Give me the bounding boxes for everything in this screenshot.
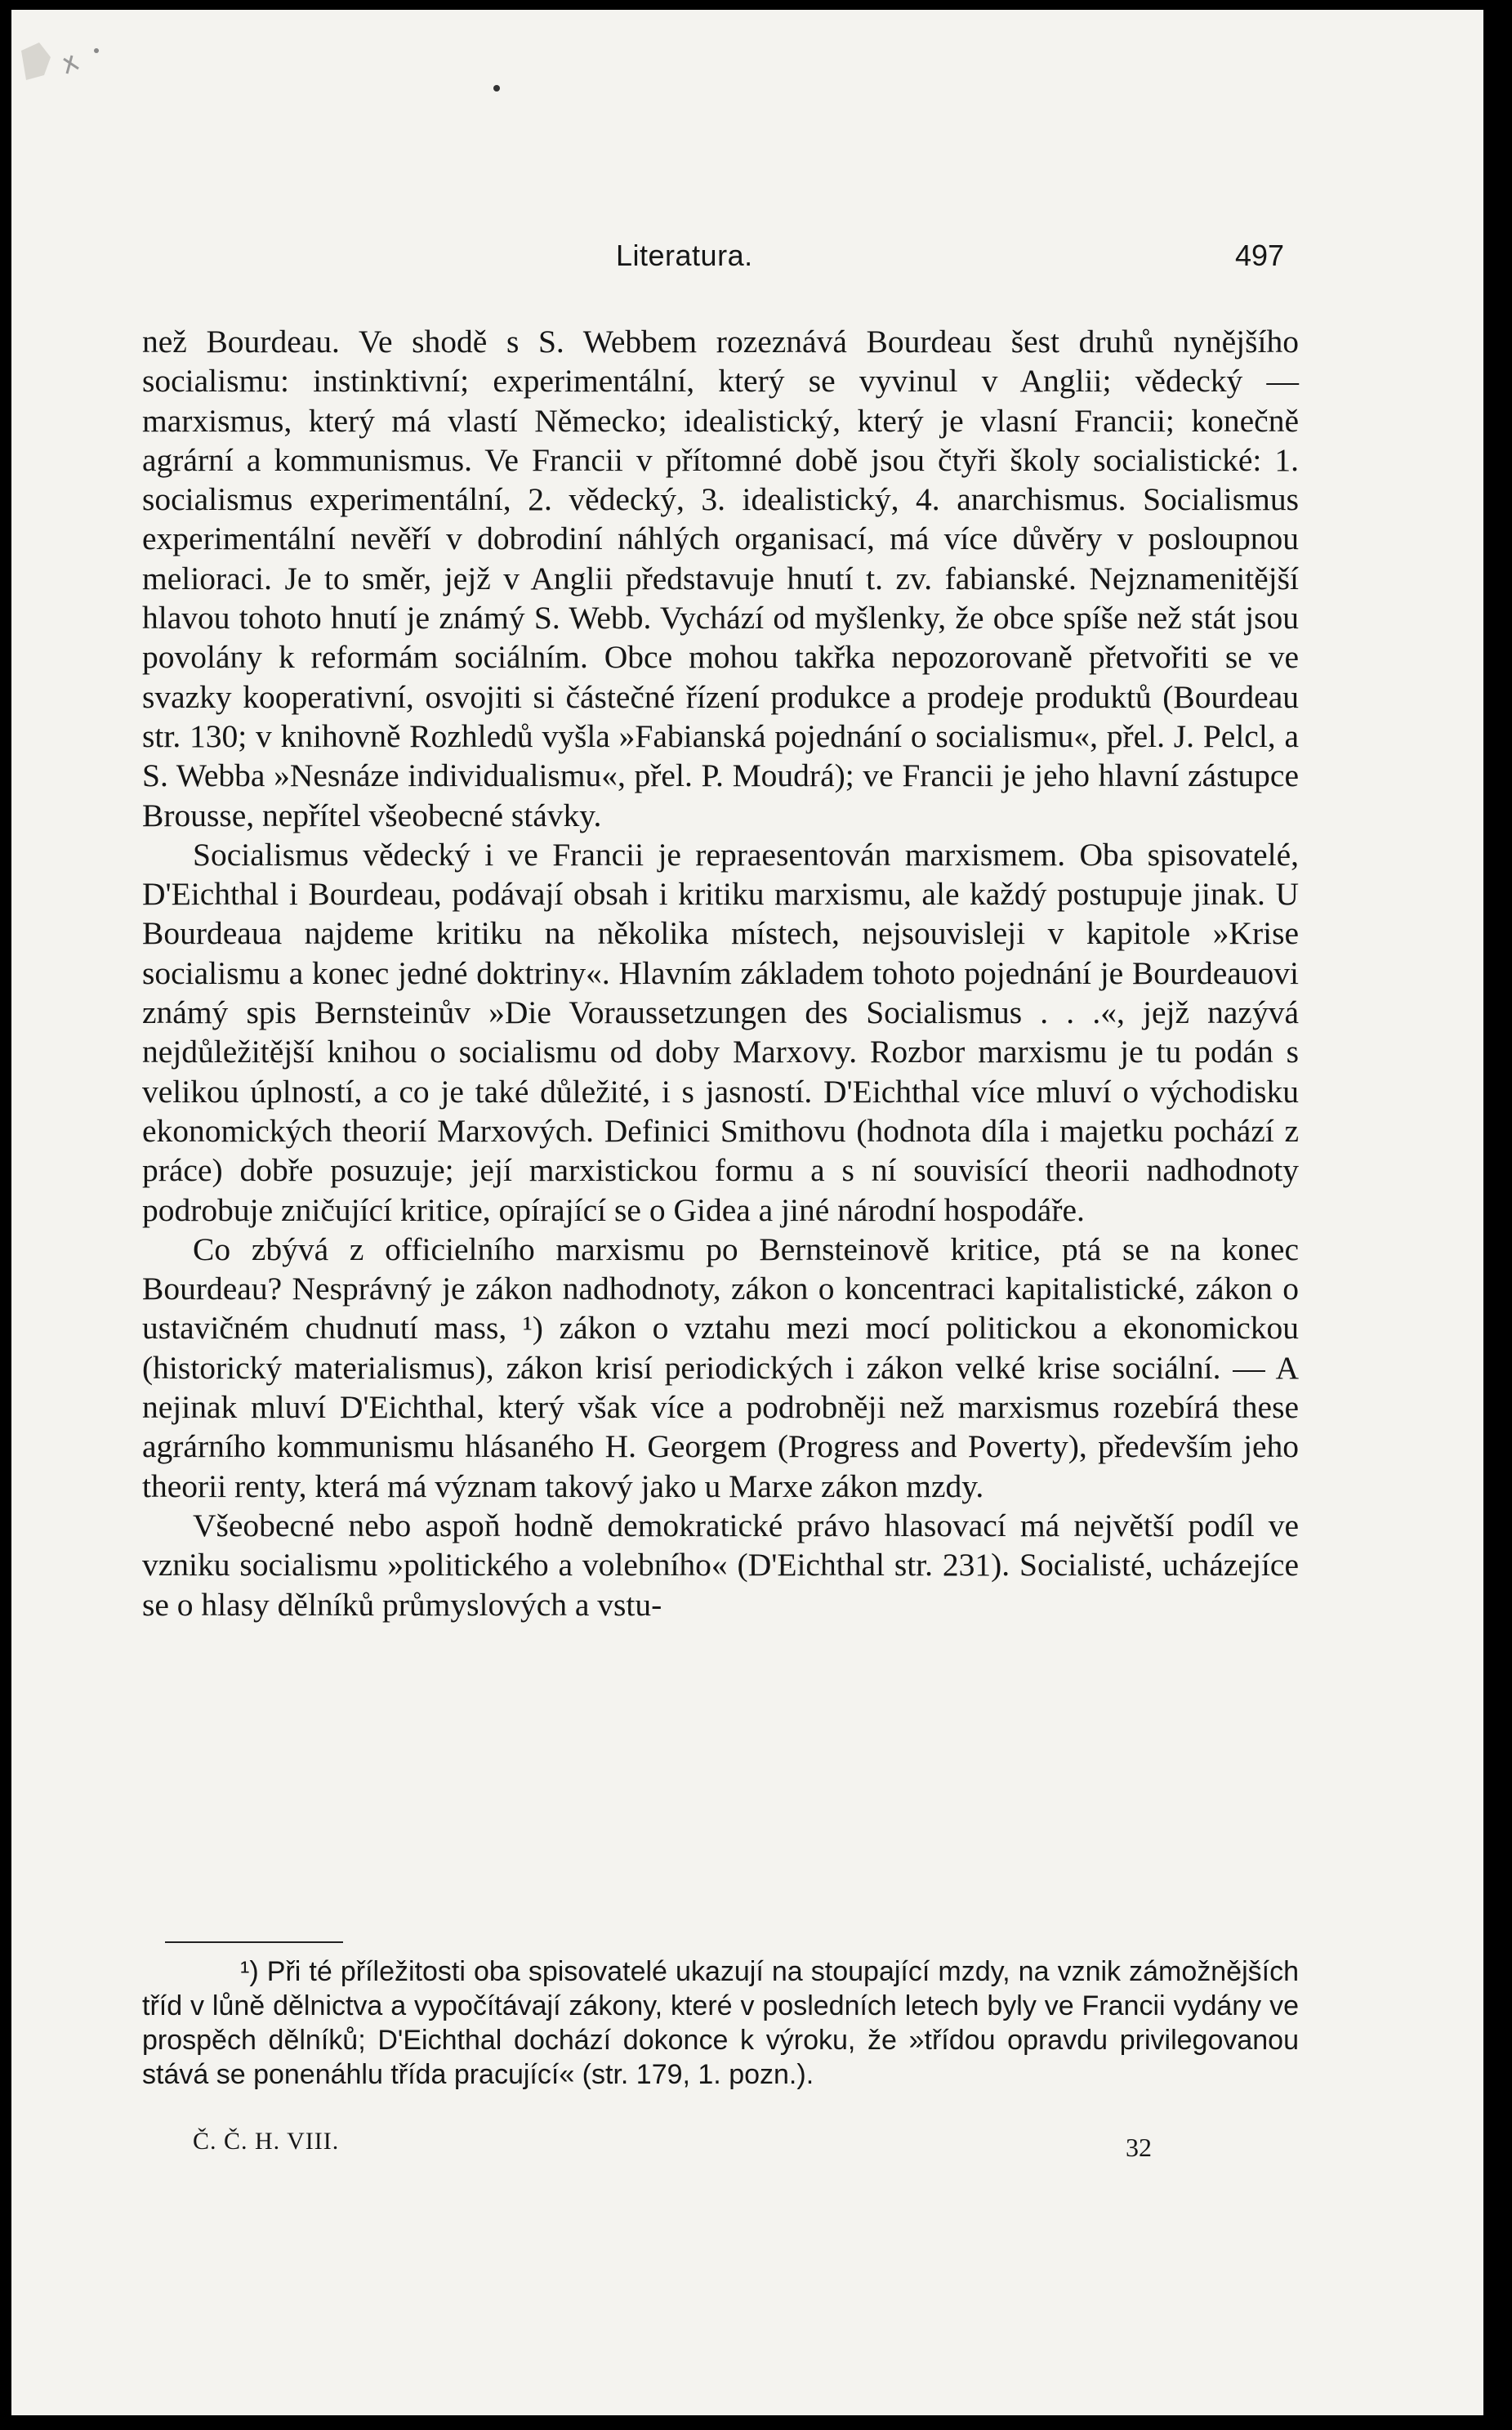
book-page <box>11 10 1483 2415</box>
footnote-text: Při té příležitosti oba spisovatelé ukazují na stoupající mzdy, na vznik zámožnějších tříd v lůně dělnictva a vypočítávají zákony, které v posledních letech byly ve Francii vydány ve prospěch dělníků; D'Eichthal dochází dokonce k výroku, že »třídou opravdu privilegovanou stává se ponenáhlu třída pracující« (str. 179, 1. pozn.). <box>142 1956 1300 2090</box>
paragraph-3: Co zbývá z officielního marxismu po Bernsteinově kritice, ptá se na konec Bourdeau? Nesprávný je zákon nadhodnoty, zákon o koncentraci kapitalistické, zákon o ustavičném chudnutí mass, ¹) zákon o vztahu mezi mocí politickou a ekonomickou (historický materialismus), zákon krisí periodických i zákon velké krise sociální. — A nejinak mluví D'Eichthal, který však více a podrobněji než marxismus rozebírá these agrárního kommunismu hlásaného H. Georgem (Progress and Poverty), především jeho theorii renty, která má význam takový jako u Marxe zákon mzdy. <box>142 1231 1299 1504</box>
footnote-mark: ¹) <box>240 1956 259 1987</box>
sheet-number: 32 <box>1126 2133 1152 2162</box>
running-head <box>11 239 1483 288</box>
footnote-rule <box>165 1941 343 1943</box>
body-text <box>142 322 1299 1624</box>
footnote <box>142 1954 1299 2092</box>
paragraph-1: než Bourdeau. Ve shodě s S. Webbem rozeznává Bourdeau šest druhů nynějšího socialismu: instinktivní; experimentální, který se vyvinul v Anglii; vědecký — marxismus, který má vlastí Německo; idealistický, který je vlasní Francii; konečně agrární a kommunismus. Ve Francii v přítomné době jsou čtyři školy socialistické: 1. socialismus experimentální, 2. vědecký, 3. idealistický, 4. anarchismus. Socialismus experimentální nevěří v dobrodiní náhlých organisací, má více důvěry v posloupnou melioraci. Je to směr, jejž v Anglii představuje hnutí t. zv. fabianské. Nejznamenitější hlavou tohoto hnutí je známý S. Webb. Vychází od myšlenky, že obce spíše než stát jsou povolány k reformám sociálním. Obce mohou takřka nepozorovaně přetvořiti se ve svazky kooperativní, osvojiti si částečné řízení produkce a prodeje produktů (Bourdeau str. 130; v knihovně Rozhledů vyšla »Fabianská pojednání o socialismu«, přel. J. Pelcl, a S. Webba »Nesnáze individualismu«, přel. P. Moudrá); ve Francii je jeho hlavní zástupce Brousse, nepřítel všeobecné stávky. <box>142 324 1299 833</box>
scan-speck <box>493 85 500 92</box>
running-title: Literatura. <box>616 239 753 272</box>
page-number: 497 <box>1235 239 1285 272</box>
signature-mark: Č. Č. H. VIII. <box>193 2128 340 2155</box>
paragraph-2: Socialismus vědecký i ve Francii je repraesentován marxismem. Oba spisovatelé, D'Eichthal i Bourdeau, podávají obsah i kritiku marxismu, ale každý postupuje jinak. U Bourdeaua najdeme kritiku na několika místech, nejsouvisleji v kapitole »Krise socialismu a konec jedné doktriny«. Hlavním základem tohoto pojednání je Bourdeauovi známý spis Bernsteinův »Die Voraussetzungen des Socialismus . . .«, jejž nazývá nejdůležitější knihou o socialismu od doby Marxovy. Rozbor marxismu je tu podán s velikou úplností, a co je také důležité, i s jasností. D'Eichthal více mluví o východisku ekonomických theorií Marxových. Definici Smithovu (hodnota díla i majetku pochází z práce) dobře posuzuje; její marxistickou formu a s ní souvisící theorii nadhodnoty podrobuje zničující kritice, opírající se o Gidea a jiné národní hospodáře. <box>142 836 1299 1228</box>
paragraph-4: Všeobecné nebo aspoň hodně demokratické právo hlasovací má největší podíl ve vzniku socialismu »politického a volebního« (D'Eichthal str. 231). Socialisté, ucházejíce se o hlasy dělníků průmyslových a vstu- <box>142 1507 1299 1623</box>
scan-corner-smudge <box>15 26 121 100</box>
